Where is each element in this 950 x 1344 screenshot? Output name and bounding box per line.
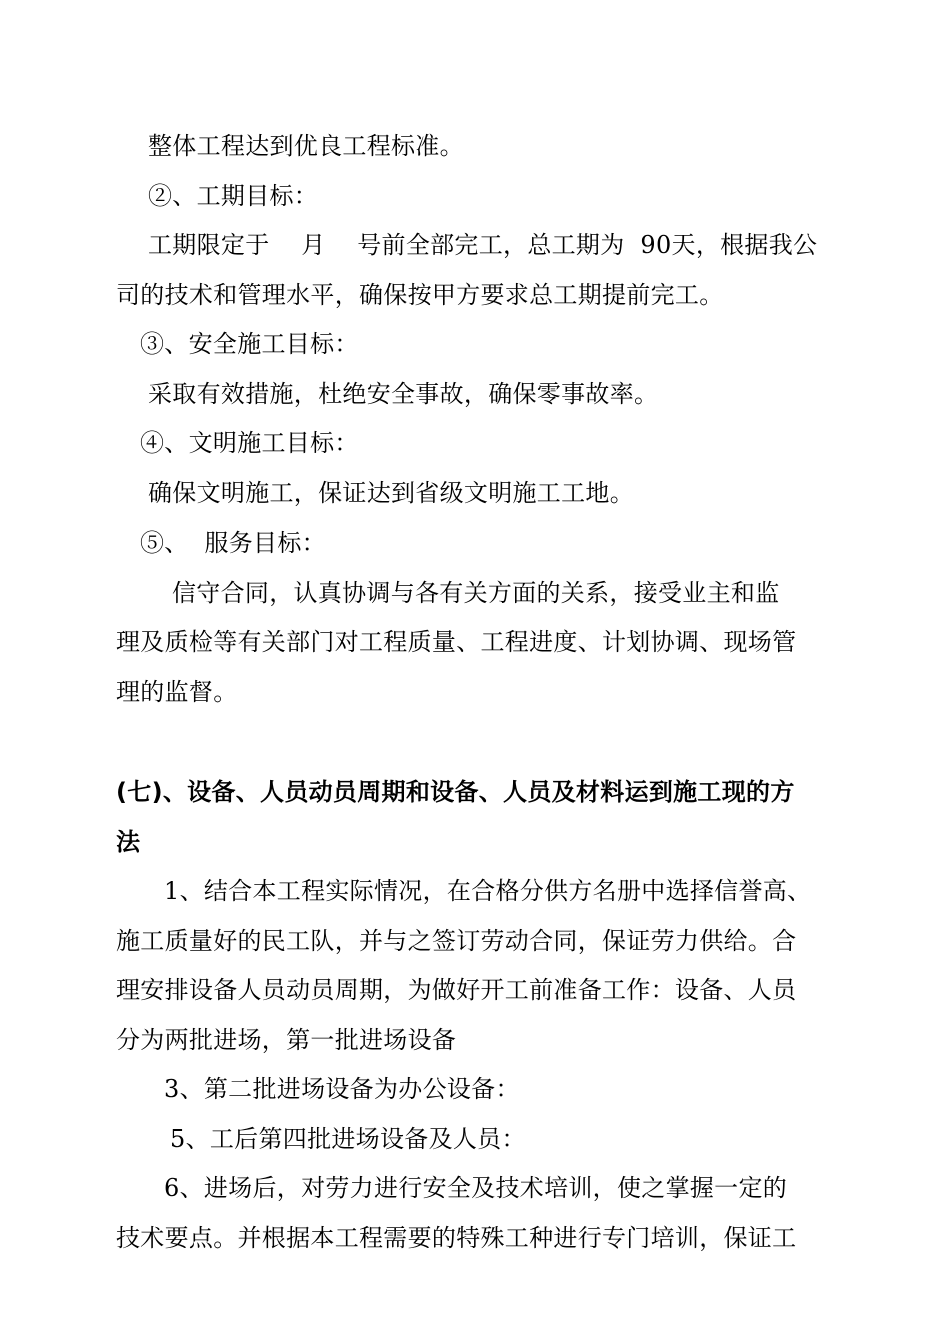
paragraph-item1-line2: 施工质量好的民工队，并与之签订劳动合同，保证劳力供给。合: [116, 927, 797, 955]
paragraph-safety: 采取有效措施，杜绝安全事故，确保零事故率。: [148, 380, 659, 408]
section-heading-line1: (七)、设备、人员动员周期和设备、人员及材料运到施工现的方: [116, 778, 795, 806]
paragraph-item6-line1: 6、进场后，对劳力进行安全及技术培训，使之掌握一定的: [164, 1174, 788, 1202]
paragraph-service-line1: 信守合同，认真协调与各有关方面的关系，接受业主和监: [172, 579, 780, 607]
paragraph-item1-line4: 分为两批进场，第一批进场设备: [116, 1026, 457, 1054]
paragraph-service-line3: 理的监督。: [116, 678, 238, 706]
paragraph-item1-line3: 理安排设备人员动员周期，为做好开工前准备工作：设备、人员: [116, 976, 797, 1004]
paragraph-schedule-line1: 工期限定于 月 号前全部完工，总工期为 90天，根据我公: [148, 231, 818, 259]
paragraph-schedule-line2: 司的技术和管理水平，确保按甲方要求总工期提前完工。: [116, 281, 724, 309]
paragraph-item1-line1: 1、结合本工程实际情况，在合格分供方名册中选择信誉高、: [164, 877, 812, 905]
paragraph-civilized: 确保文明施工，保证达到省级文明施工工地。: [148, 479, 634, 507]
paragraph-quality-standard: 整体工程达到优良工程标准。: [148, 132, 464, 160]
paragraph-item5: 5、工后第四批进场设备及人员：: [170, 1125, 526, 1153]
paragraph-item3: 3、第二批进场设备为办公设备：: [164, 1075, 520, 1103]
section-heading-line2: 法: [116, 828, 141, 856]
paragraph-item6-line2: 技术要点。并根据本工程需要的特殊工种进行专门培训，保证工: [116, 1224, 797, 1252]
heading-service-target: ⑤、 服务目标：: [140, 529, 326, 557]
heading-safety-target: ③、安全施工目标：: [140, 330, 359, 358]
heading-civilized-target: ④、文明施工目标：: [140, 429, 359, 457]
paragraph-service-line2: 理及质检等有关部门对工程质量、工程进度、计划协调、现场管: [116, 628, 797, 656]
heading-schedule-target: ②、工期目标：: [148, 182, 319, 210]
